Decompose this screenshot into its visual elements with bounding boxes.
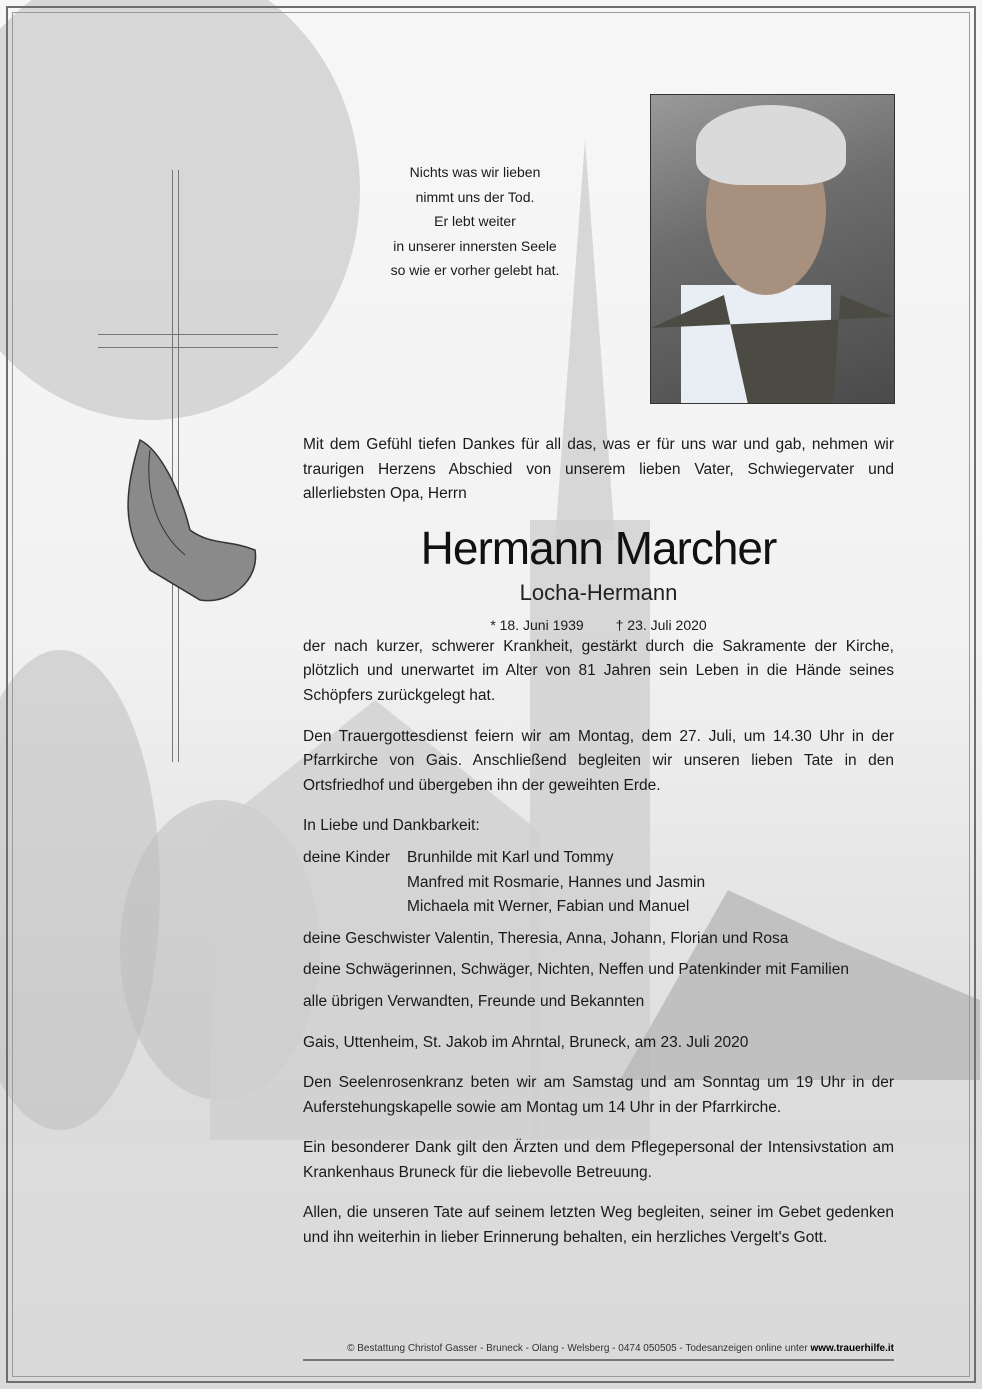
closing-text: Allen, die unseren Tate auf seinem letzten Weg begleiten, seiner im Gebet gedenken und ihn weiterhin in lieber Erinnerung behalten, ein herzliches Vergelt's Gott. [303,1204,894,1247]
portrait-photo [650,94,895,404]
rosary-text: Den Seelenrosenkranz beten wir am Samstag und am Sonntag um 19 Uhr in der Auferstehungskapelle sowie am Montag um 14 Uhr in der Pfarrkirche. [303,1074,894,1116]
praying-hands-icon [120,430,260,605]
deceased-name: Hermann Marcher [420,521,777,574]
child-entry: Brunhilde mit Karl und Tommy [407,848,614,866]
life-dates [303,615,894,635]
footer [303,1342,894,1361]
poem [360,160,590,283]
notice-body [303,433,894,1361]
death-date: † 23. Juli 2020 [615,616,707,633]
nickname: Locha-Hermann [519,579,678,605]
siblings: deine Geschwister Valentin, Theresia, Anna, Johann, Florian und Rosa [303,929,789,947]
poem-line: so wie er vorher gelebt hat. [390,262,560,278]
footer-link[interactable]: www.trauerhilfe.it [810,1343,894,1354]
death-text: der nach kurzer, schwerer Krankheit, gestärkt durch die Sakramente der Kirche, plötzlich und unerwartet im Alter von 81 Jahren sein Leben in die Hände seines Schöpfers zurückgelegt hat. [303,637,894,704]
poem-line: in unserer innersten Seele [393,237,557,254]
birth-date: * 18. Juni 1939 [490,616,584,633]
poem-line: Er lebt weiter [434,213,516,229]
in-laws: deine Schwägerinnen, Schwäger, Nichten, Neffen und Patenkinder mit Familien [303,961,849,979]
funeral-text: Den Trauergottesdienst feiern wir am Montag, dem 27. Juli, um 14.30 Uhr in der Pfarrkirche von Gais. Anschließend begleiten wir unseren lieben Tate in den Ortsfriedhof und übergeben ihn der geweihten Erde. [303,727,894,794]
child-entry: Michaela mit Werner, Fabian und Manuel [407,898,690,916]
thanks-text: Ein besonderer Dank gilt den Ärzten und dem Pflegepersonal der Intensivstation am Krankenhaus Bruneck für die liebevolle Betreuung. [303,1139,894,1181]
poem-line: Nichts was wir lieben [409,164,541,180]
place-date: Gais, Uttenheim, St. Jakob im Ahrntal, Bruneck, am 23. Juli 2020 [303,1033,749,1051]
cross-bar [98,334,278,348]
intro-text: Mit dem Gefühl tiefen Dankes für all das, was er für uns war und gab, nehmen wir traurigen Herzens Abschied von unserem lieben Vater, Schwiegervater und allerliebsten Opa, Herrn [303,436,894,503]
footer-text: © Bestattung Christof Gasser - Bruneck - Olang - Welsberg - 0474 050505 - Todesanzeigen online unter [347,1343,808,1354]
mourners-heading: In Liebe und Dankbarkeit: [303,817,480,835]
children-list [303,846,894,920]
relatives: alle übrigen Verwandten, Freunde und Bekannten [303,992,645,1010]
children-label: deine Kinder [303,848,391,866]
poem-line: nimmt uns der Tod. [415,188,535,205]
child-entry: Manfred mit Rosmarie, Hannes und Jasmin [407,873,706,891]
